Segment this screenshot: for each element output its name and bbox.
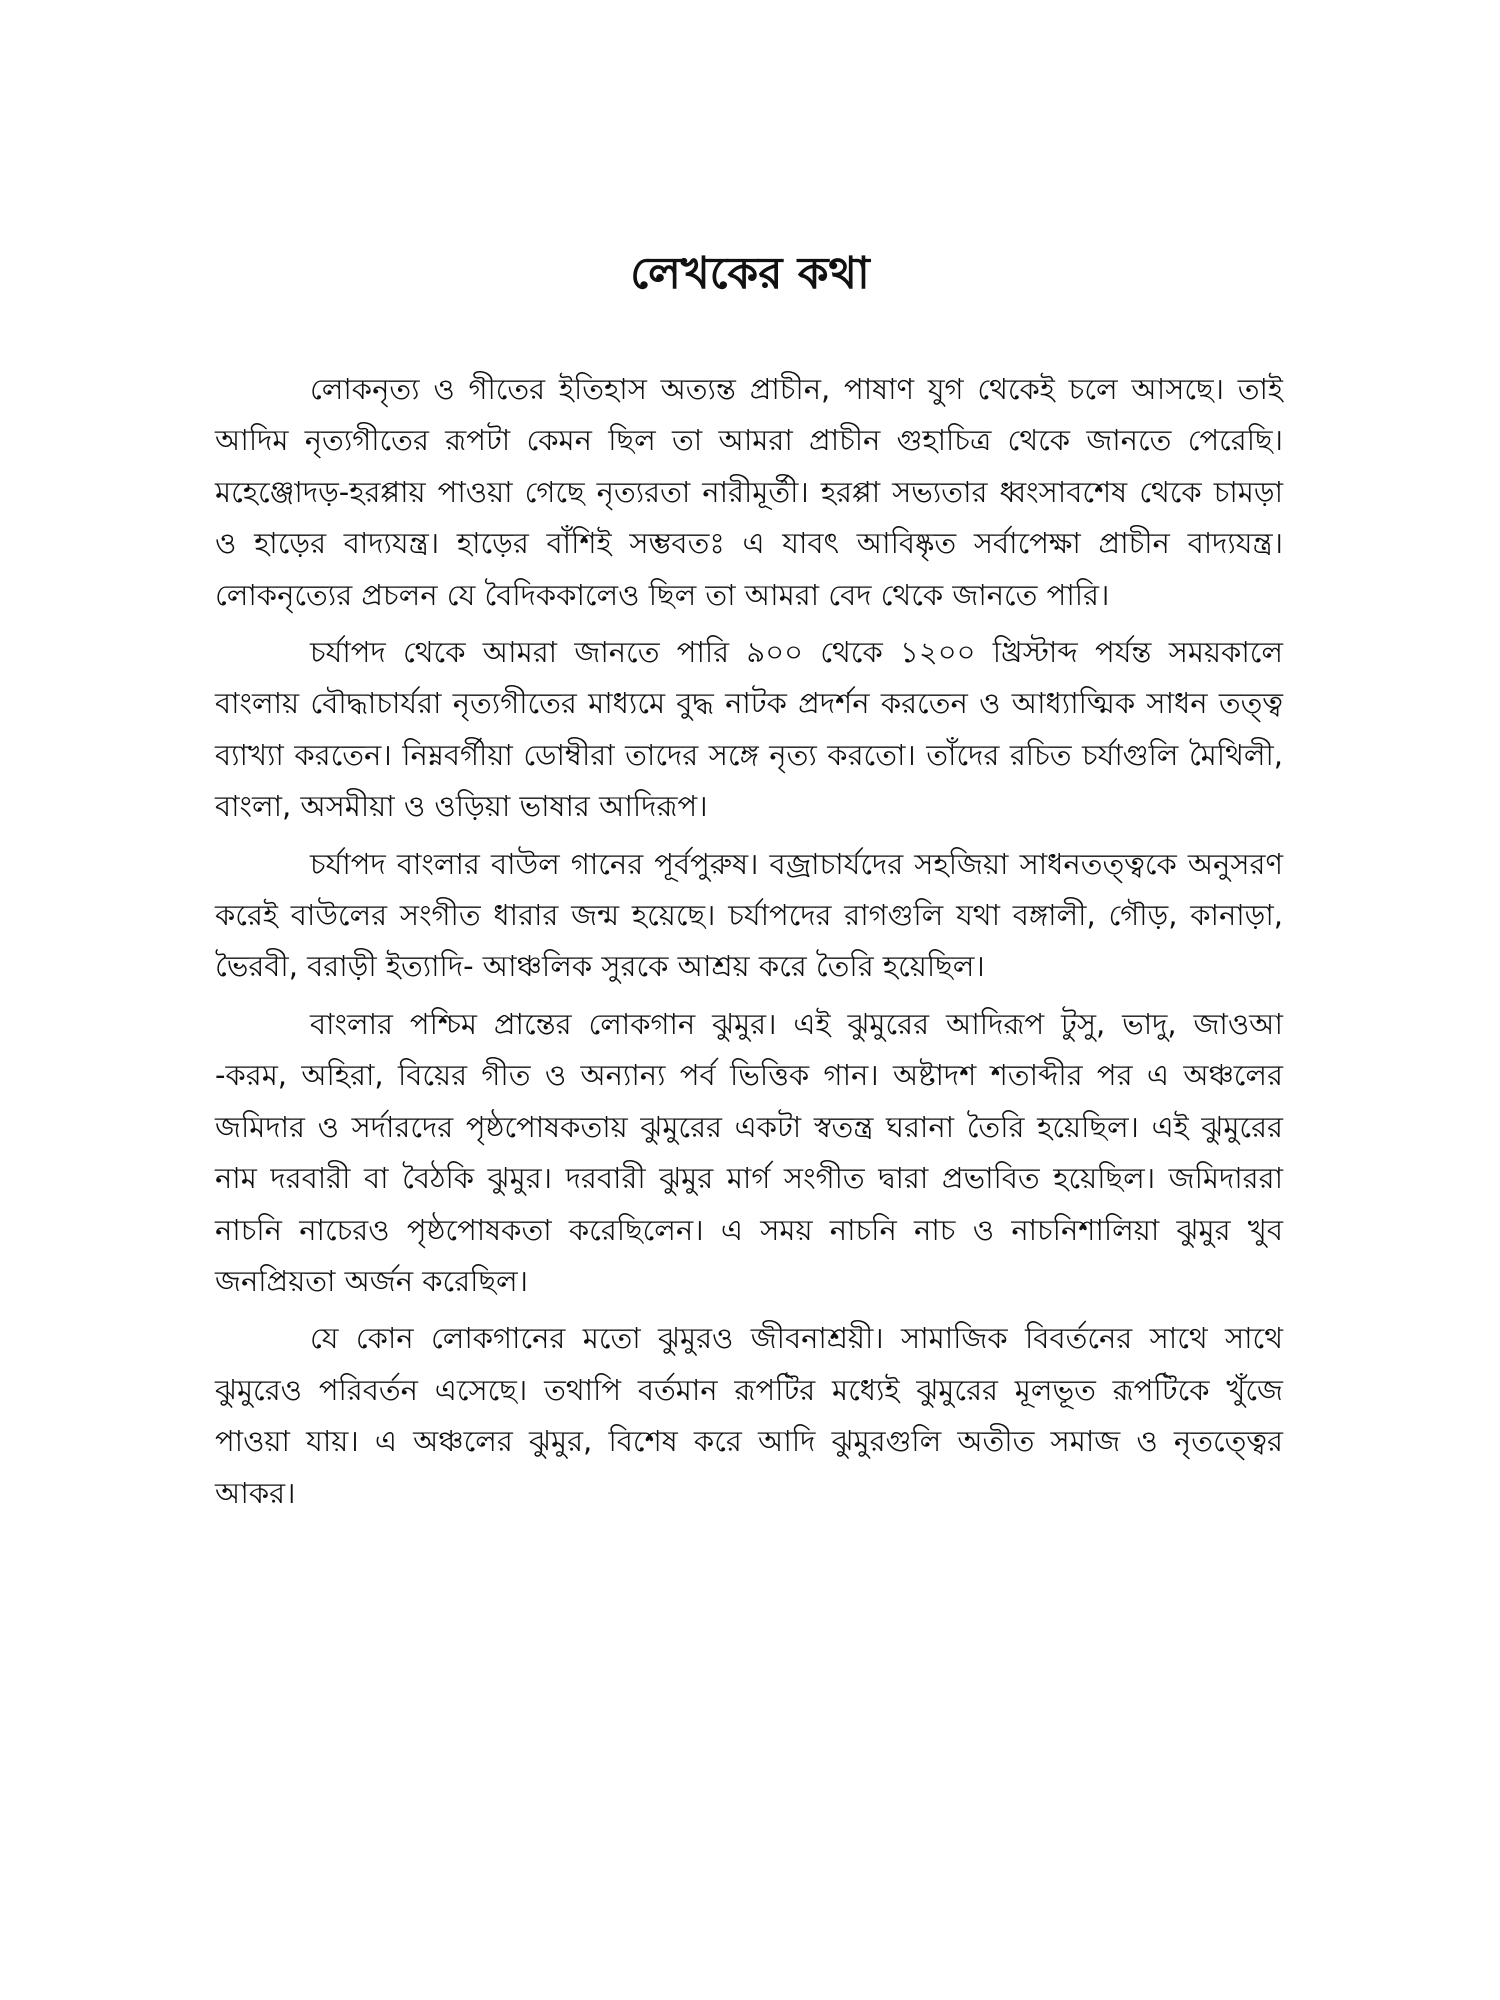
paragraph-3: চর্যাপদ বাংলার বাউল গানের পূর্বপুরুষ। বজ্রাচার্যদের সহজিয়া সাধনতত্ত্বকে অনুসরণ করেই বাউলের সংগীত ধারার জন্ম হয়েছে। চর্যাপদের রাগগুলি যথা বঙ্গালী, গৌড়, কানাড়া, ভৈরবী, বরাড়ী ইত্যাদি- আঞ্চলিক সুরকে আশ্রয় করে তৈরি হয়েছিল।	[215, 846, 1283, 984]
paragraph-5: যে কোন লোকগানের মতো ঝুমুরও জীবনাশ্রয়ী। সামাজিক বিবর্তনের সাথে সাথে ঝুমুরেও পরিবর্তন এসেছে। তথাপি বর্তমান রূপটির মধ্যেই ঝুমুরের মূলভূত রূপটিকে খুঁজে পাওয়া যায়। এ অঞ্চলের ঝুমুর, বিশেষ করে আদি ঝুমুরগুলি অতীত সমাজ ও নৃতত্ত্বের আকর।	[215, 1321, 1283, 1510]
paragraph-4: বাংলার পশ্চিম প্রান্তের লোকগান ঝুমুর। এই ঝুমুরের আদিরূপ টুসু, ভাদু, জাওআ -করম, অহিরা, বিয়ের গীত ও অন্যান্য পর্ব ভিত্তিক গান। অষ্টাদশ শতাব্দীর পর এ অঞ্চলের জমিদার ও সর্দারদের পৃষ্ঠপোষকতায় ঝুমুরের একটা স্বতন্ত্র ঘরানা তৈরি হয়েছিল। এই ঝুমুরের নাম দরবারী বা বৈঠকি ঝুমুর। দরবারী ঝুমুর মার্গ সংগীত দ্বারা প্রভাবিত হয়েছিল। জমিদাররা নাচনি নাচেরও পৃষ্ঠপোষকতা করেছিলেন। এ সময় নাচনি নাচ ও নাচনিশালিয়া ঝুমুর খুব জনপ্রিয়তা অর্জন করেছিল।	[215, 1006, 1283, 1298]
paragraph-2: চর্যাপদ থেকে আমরা জানতে পারি ৯০০ থেকে ১২০০ খ্রিস্টাব্দ পর্যন্ত সময়কালে বাংলায় বৌদ্ধাচার্যরা নৃত্যগীতের মাধ্যমে বুদ্ধ নাটক প্রদর্শন করতেন ও আধ্যাত্মিক সাধন তত্ত্ব ব্যাখ্যা করতেন। নিম্নবর্গীয়া ডোম্বীরা তাদের সঙ্গে নৃত্য করতো। তাঁদের রচিত চর্যাগুলি মৈথিলী, বাংলা, অসমীয়া ও ওড়িয়া ভাষার আদিরূপ।	[215, 635, 1283, 824]
body-text	[215, 364, 1283, 1525]
paragraph-1: লোকনৃত্য ও গীতের ইতিহাস অত্যন্ত প্রাচীন, পাষাণ যুগ থেকেই চলে আসছে। তাই আদিম নৃত্যগীতের রূপটা কেমন ছিল তা আমরা প্রাচীন গুহাচিত্র থেকে জানতে পেরেছি। মহেঞ্জোদড়-হরপ্পায় পাওয়া গেছে নৃত্যরতা নারীমূর্তী। হরপ্পা সভ্যতার ধ্বংসাবশেষ থেকে চামড়া ও হাড়ের বাদ্যযন্ত্র। হাড়ের বাঁশিই সম্ভবতঃ এ যাবৎ আবিষ্কৃত সর্বাপেক্ষা প্রাচীন বাদ্যযন্ত্র। লোকনৃত্যের প্রচলন যে বৈদিককালেও ছিল তা আমরা বেদ থেকে জানতে পারি।	[215, 372, 1283, 612]
page-title: লেখকের কথা	[630, 248, 870, 299]
